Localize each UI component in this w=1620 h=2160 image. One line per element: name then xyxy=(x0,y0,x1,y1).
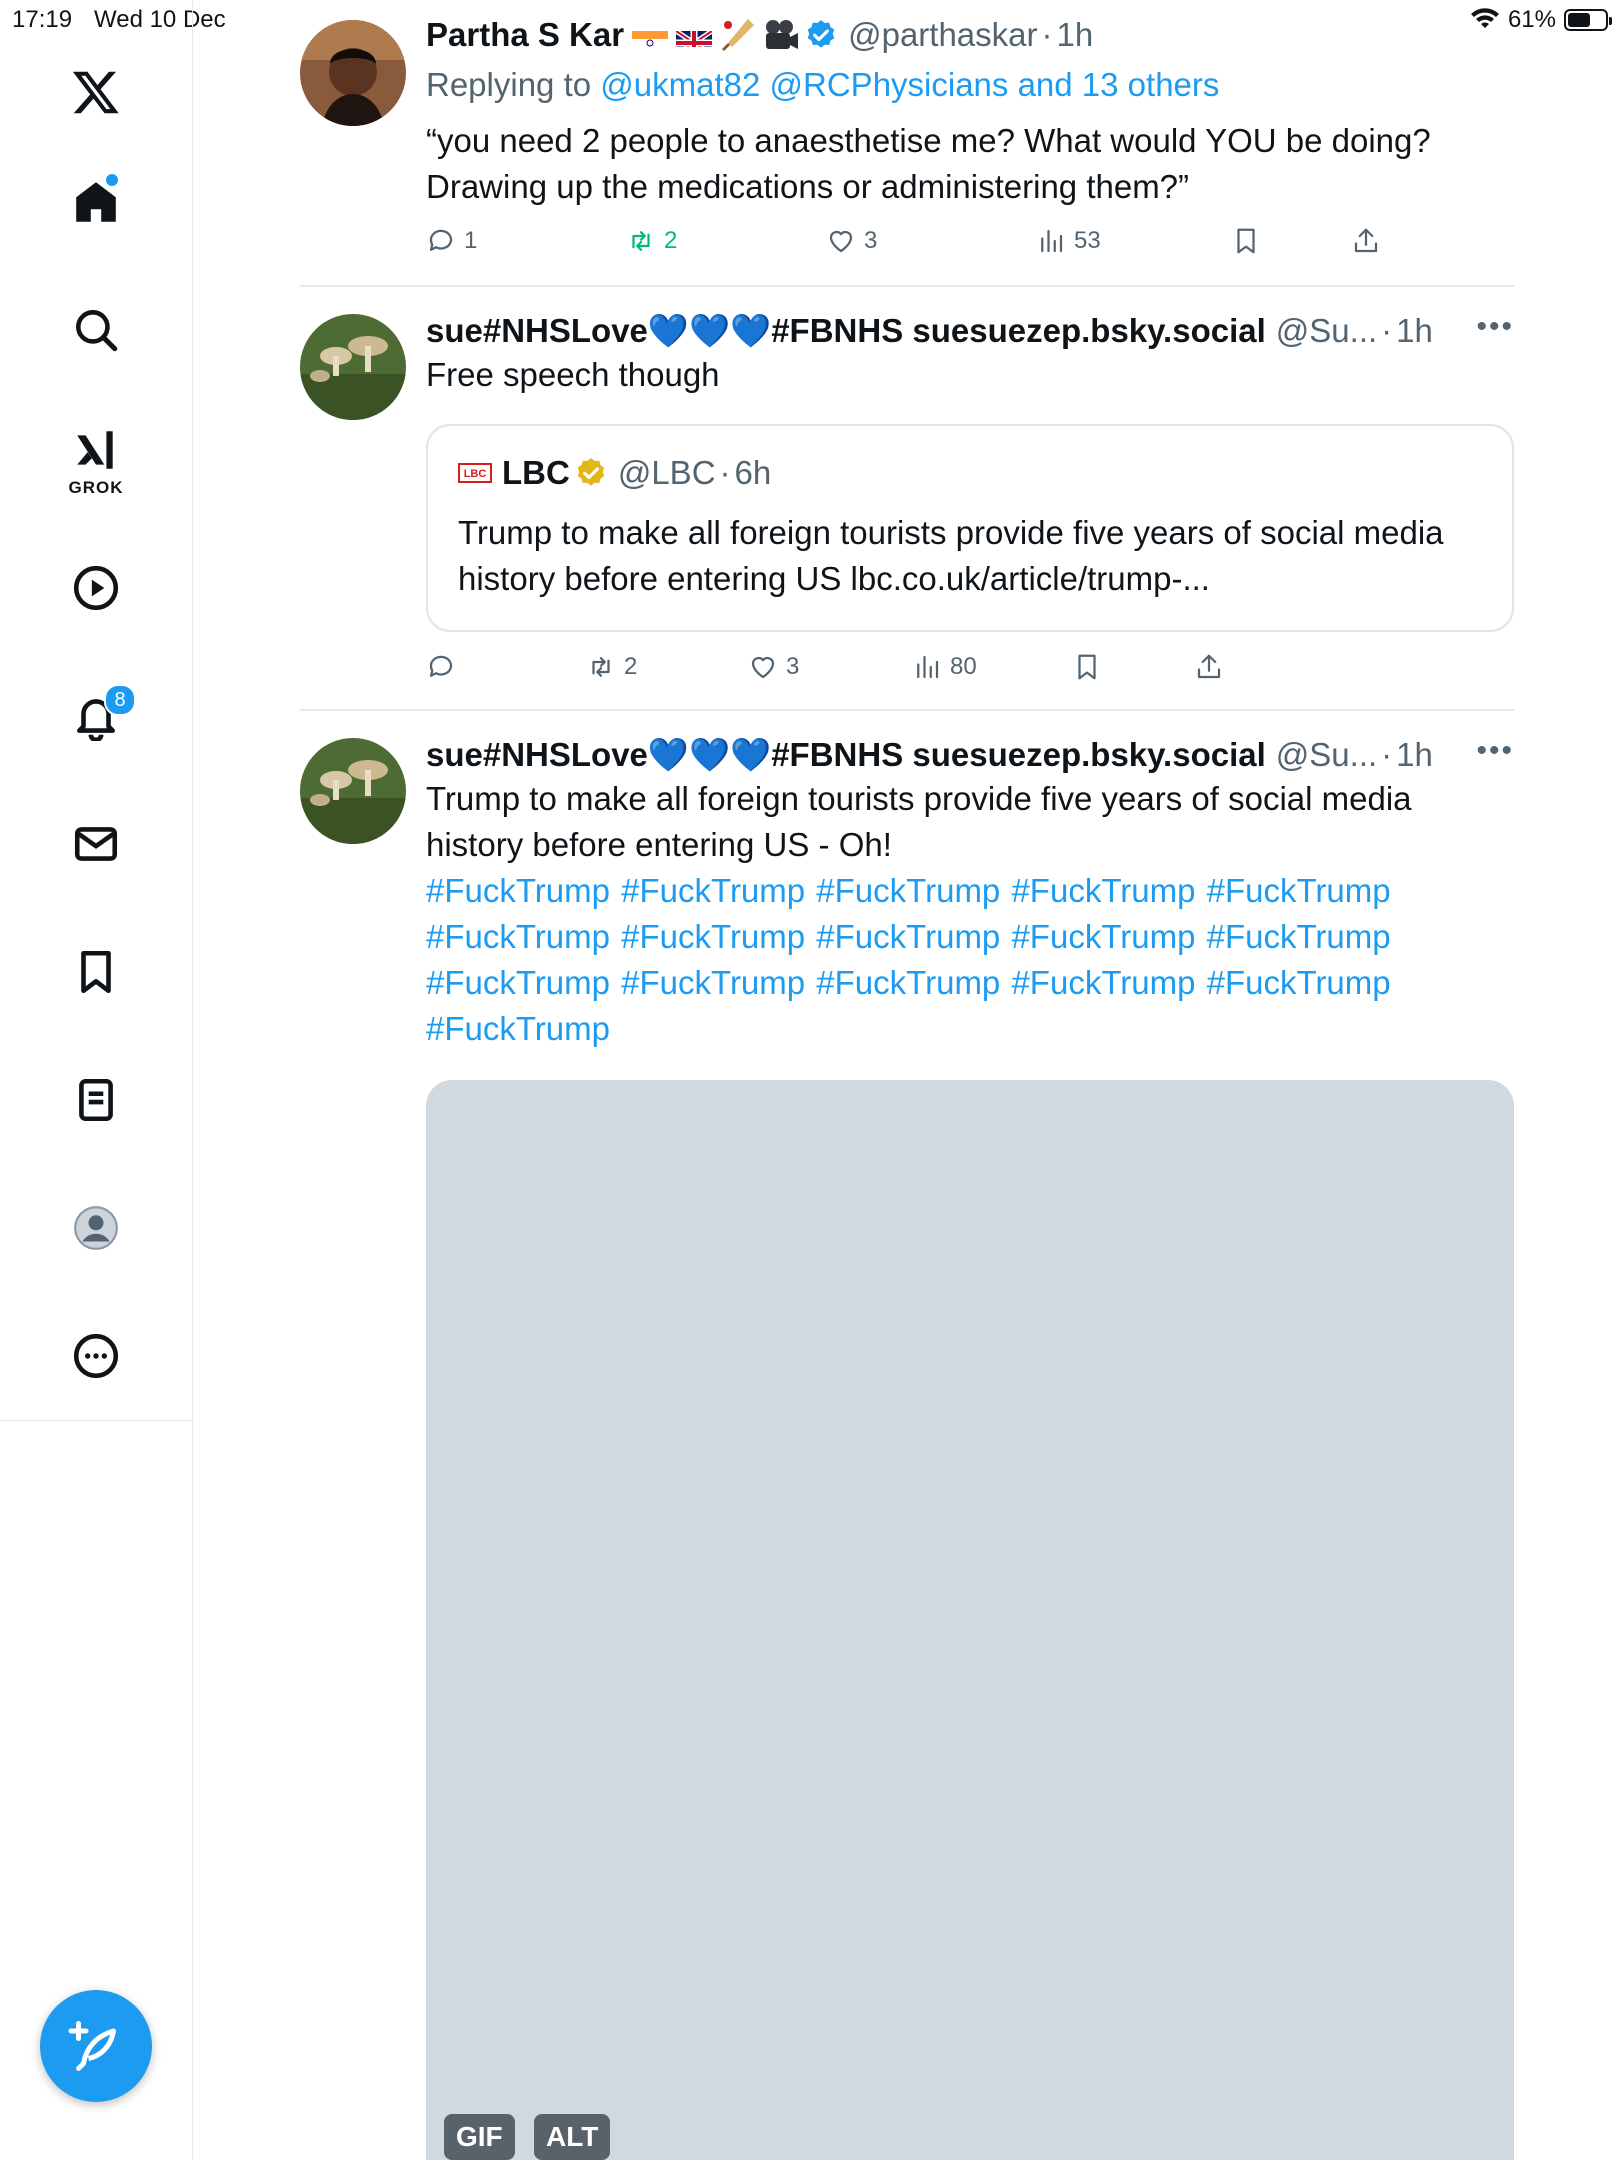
grok-label: GROK xyxy=(68,478,124,497)
cricket-bat-icon xyxy=(718,15,758,55)
more-options-icon[interactable]: ••• xyxy=(1476,310,1514,343)
post-time[interactable]: 1h xyxy=(1056,16,1094,53)
separator-dot: · xyxy=(1381,736,1393,773)
post-quote-sue[interactable] xyxy=(300,310,1514,690)
like-count: 3 xyxy=(864,227,878,254)
separator-dot: · xyxy=(719,454,731,491)
repost-count: 2 xyxy=(664,227,678,254)
grok-icon[interactable] xyxy=(64,418,128,482)
post-text: Free speech though xyxy=(426,356,720,393)
author-handle[interactable]: @parthaskar xyxy=(848,16,1038,53)
sidebar-nav xyxy=(0,0,193,2160)
reply-button[interactable] xyxy=(426,652,464,682)
repost-button[interactable] xyxy=(586,652,637,682)
gold-verified-badge-icon xyxy=(574,456,608,490)
compose-feather-icon xyxy=(66,2016,126,2076)
gif-badge: GIF xyxy=(444,2114,515,2160)
quoted-author-handle: @LBC xyxy=(617,454,716,491)
uk-flag-icon xyxy=(676,23,712,47)
bookmark-button[interactable] xyxy=(1231,226,1261,256)
replying-to xyxy=(426,64,1514,106)
share-button[interactable] xyxy=(1194,652,1224,682)
replying-to-users-link[interactable]: @ukmat82 @RCPhysicians and 13 others xyxy=(600,66,1220,103)
author-name[interactable]: sue#NHSLove xyxy=(426,312,648,349)
post-actions xyxy=(426,226,1514,266)
camera-icon xyxy=(760,15,800,55)
post-reply-partha[interactable] xyxy=(300,14,1514,264)
post-time[interactable]: 1h xyxy=(1396,736,1433,773)
separator-dot: · xyxy=(1381,312,1393,349)
repost-icon xyxy=(586,652,616,682)
india-flag-icon xyxy=(632,23,668,47)
author-name-suffix[interactable]: #FBNHS suesuezep.bsky.social xyxy=(771,312,1266,349)
like-button[interactable] xyxy=(748,652,799,682)
like-count: 3 xyxy=(786,653,800,680)
repost-count: 2 xyxy=(624,653,638,680)
verified-badge-icon xyxy=(804,18,838,52)
quoted-post-card[interactable] xyxy=(426,424,1514,632)
author-handle[interactable]: @Su... xyxy=(1275,736,1378,773)
gif-media[interactable] xyxy=(426,1080,1514,2160)
compose-button[interactable] xyxy=(40,1990,152,2102)
replying-to-label: Replying to xyxy=(426,66,592,103)
repost-button[interactable] xyxy=(626,226,677,256)
separator-dot: · xyxy=(1041,16,1053,53)
more-icon[interactable] xyxy=(64,1324,128,1388)
battery-icon xyxy=(1564,9,1608,31)
quoted-post-time: 6h xyxy=(734,454,772,491)
bookmark-button[interactable] xyxy=(1072,652,1102,682)
status-time: 17:19 xyxy=(12,6,73,33)
reply-count: 1 xyxy=(464,227,478,254)
battery-level xyxy=(1568,13,1590,27)
hashtag-links[interactable]: #FuckTrump #FuckTrump #FuckTrump #FuckTrump #FuckTrump #FuckTrump #FuckTrump #FuckTrump #FuckTrump #FuckTrump #FuckTrump #FuckTrump #FuckTrump #FuckTrump #FuckTrump #FuckTrump xyxy=(426,872,1391,1047)
notifications-badge: 8 xyxy=(104,684,136,716)
view-count: 53 xyxy=(1074,227,1101,254)
profile-icon[interactable] xyxy=(64,1196,128,1260)
post-time[interactable]: 1h xyxy=(1396,312,1433,349)
search-icon[interactable] xyxy=(64,298,128,362)
view-count: 80 xyxy=(950,653,977,680)
author-handle[interactable]: @Su... xyxy=(1275,312,1378,349)
status-date: Wed 10 Dec xyxy=(94,6,226,33)
alt-text-badge[interactable]: ALT xyxy=(534,2114,610,2160)
video-icon[interactable] xyxy=(64,556,128,620)
share-button[interactable] xyxy=(1351,226,1381,256)
heart-icon xyxy=(748,652,778,682)
home-unread-dot xyxy=(104,172,120,188)
views-icon xyxy=(1036,226,1066,256)
post-divider xyxy=(300,709,1514,711)
post-actions xyxy=(426,652,1514,692)
share-icon xyxy=(1194,652,1224,682)
messages-icon[interactable] xyxy=(64,812,128,876)
heart-icon xyxy=(826,226,856,256)
reply-button[interactable] xyxy=(426,226,477,256)
post-text: Trump to make all foreign tourists provide five years of social media history before entering US - Oh! xyxy=(426,780,1412,863)
repost-icon xyxy=(626,226,656,256)
reply-icon xyxy=(426,226,456,256)
bookmark-icon xyxy=(1231,226,1261,256)
blue-hearts-icon: 💙💙💙 xyxy=(647,735,772,774)
battery-percent: 61% xyxy=(1507,6,1556,33)
blue-hearts-icon: 💙💙💙 xyxy=(647,311,772,350)
quoted-post-text: Trump to make all foreign tourists provide five years of social media history before entering US lbc.co.uk/article/trump-... xyxy=(458,514,1444,597)
lists-icon[interactable] xyxy=(64,1068,128,1132)
bookmarks-icon[interactable] xyxy=(64,940,128,1004)
post-text: “you need 2 people to anaesthetise me? What would YOU be doing? Drawing up the medications or administering them?” xyxy=(426,122,1431,205)
lbc-logo-icon: LBC xyxy=(458,463,492,483)
author-name-suffix[interactable]: #FBNHS suesuezep.bsky.social xyxy=(771,736,1266,773)
views-icon xyxy=(912,652,942,682)
avatar[interactable] xyxy=(300,20,406,126)
quoted-author-name: LBC xyxy=(502,454,570,491)
share-icon xyxy=(1351,226,1381,256)
post-sue-gif[interactable] xyxy=(300,734,1514,2160)
post-divider xyxy=(300,285,1514,287)
x-logo-icon[interactable] xyxy=(64,60,128,124)
views-button[interactable] xyxy=(1036,226,1101,256)
avatar[interactable] xyxy=(300,314,406,420)
views-button[interactable] xyxy=(912,652,977,682)
more-options-icon[interactable]: ••• xyxy=(1476,734,1514,767)
reply-icon xyxy=(426,652,456,682)
sidebar-divider xyxy=(0,1420,192,1421)
like-button[interactable] xyxy=(826,226,877,256)
avatar[interactable] xyxy=(300,738,406,844)
author-name[interactable]: Partha S Kar xyxy=(426,16,625,53)
author-name[interactable]: sue#NHSLove xyxy=(426,736,648,773)
bookmark-icon xyxy=(1072,652,1102,682)
